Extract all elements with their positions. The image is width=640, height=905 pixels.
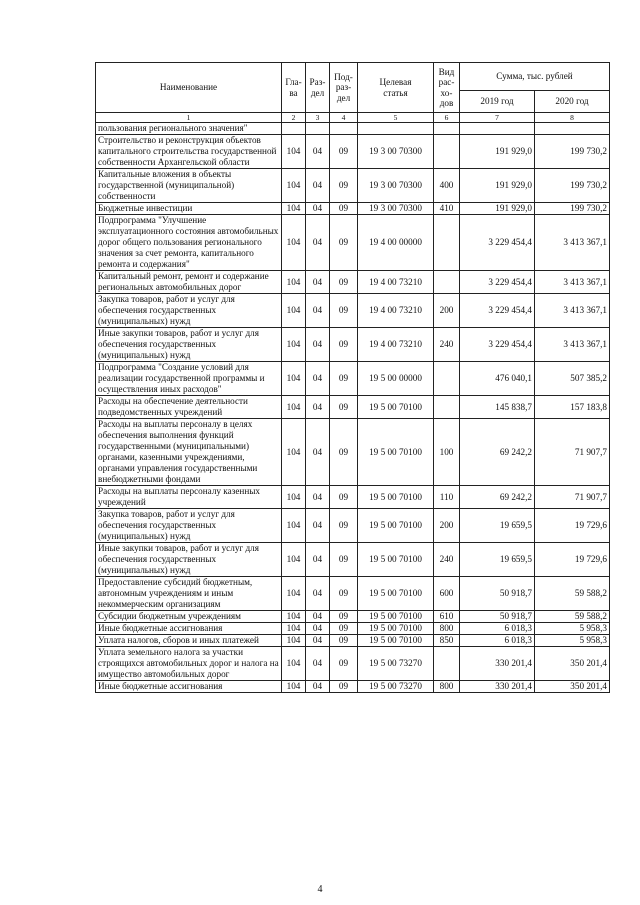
row-sum-2019: 19 659,5 (460, 543, 535, 577)
row-target-article: 19 5 00 73270 (358, 647, 434, 681)
row-sum-2020: 350 201,4 (535, 681, 610, 693)
row-sum-2019: 50 918,7 (460, 577, 535, 611)
table-row (96, 611, 610, 623)
row-razdel: 04 (306, 509, 330, 543)
row-razdel: 04 (306, 681, 330, 693)
column-number-row (96, 113, 610, 123)
row-glava: 104 (282, 396, 306, 419)
column-number: 3 (306, 113, 330, 123)
row-razdel: 04 (306, 271, 330, 294)
row-podrazdel: 09 (330, 543, 358, 577)
table-row (96, 543, 610, 577)
row-razdel: 04 (306, 396, 330, 419)
row-razdel: 04 (306, 635, 330, 647)
row-glava: 104 (282, 135, 306, 169)
table-row (96, 396, 610, 419)
column-number: 6 (434, 113, 460, 123)
table-row (96, 623, 610, 635)
header-vid: Вид рас- хо- дов (434, 63, 460, 113)
row-glava: 104 (282, 419, 306, 486)
row-name: Строительство и реконструкция объектов капитального строительства государственной собственности Архангельской области (96, 135, 282, 169)
row-glava: 104 (282, 635, 306, 647)
row-podrazdel: 09 (330, 635, 358, 647)
row-glava: 104 (282, 577, 306, 611)
table-row (96, 215, 610, 271)
row-name: Подпрограмма "Улучшение эксплуатационного состояния автомобильных дорог общего пользования регионального значения за счет ремонта, капитального ремонта и содержания" (96, 215, 282, 271)
row-name: Закупка товаров, работ и услуг для обеспечения государственных (муниципальных) нужд (96, 294, 282, 328)
row-sum-2020: 19 729,6 (535, 509, 610, 543)
row-sum-2019: 6 018,3 (460, 635, 535, 647)
row-sum-2019: 3 229 454,4 (460, 215, 535, 271)
row-razdel: 04 (306, 362, 330, 396)
column-number: 2 (282, 113, 306, 123)
row-razdel: 04 (306, 328, 330, 362)
row-sum-2020: 199 730,2 (535, 135, 610, 169)
row-name: Бюджетные инвестиции (96, 203, 282, 215)
header-name: Наименование (96, 63, 282, 113)
row-expense-type (434, 396, 460, 419)
row-target-article: 19 5 00 70100 (358, 509, 434, 543)
row-target-article: 19 5 00 70100 (358, 543, 434, 577)
table-body (96, 123, 610, 693)
row-target-article: 19 5 00 70100 (358, 623, 434, 635)
table-row (96, 577, 610, 611)
row-expense-type: 240 (434, 328, 460, 362)
row-sum-2020: 71 907,7 (535, 486, 610, 509)
row-sum-2019: 191 929,0 (460, 203, 535, 215)
table-row (96, 203, 610, 215)
row-razdel: 04 (306, 577, 330, 611)
budget-table-page (95, 62, 609, 693)
row-sum-2020 (535, 123, 610, 135)
header-glava: Гла- ва (282, 63, 306, 113)
header-article: Целевая статья (358, 63, 434, 113)
row-target-article: 19 4 00 00000 (358, 215, 434, 271)
row-expense-type: 240 (434, 543, 460, 577)
row-razdel: 04 (306, 623, 330, 635)
row-sum-2020: 199 730,2 (535, 203, 610, 215)
header-year-2020: 2020 год (535, 91, 610, 113)
row-name: Расходы на выплаты персоналу казенных учреждений (96, 486, 282, 509)
row-glava: 104 (282, 294, 306, 328)
row-glava: 104 (282, 328, 306, 362)
row-target-article: 19 5 00 00000 (358, 362, 434, 396)
row-podrazdel: 09 (330, 362, 358, 396)
table-row (96, 647, 610, 681)
table-row (96, 123, 610, 135)
row-expense-type: 850 (434, 635, 460, 647)
row-glava: 104 (282, 509, 306, 543)
row-sum-2019: 3 229 454,4 (460, 271, 535, 294)
row-sum-2020: 59 588,2 (535, 577, 610, 611)
row-name: Капитальный ремонт, ремонт и содержание региональных автомобильных дорог (96, 271, 282, 294)
row-podrazdel: 09 (330, 647, 358, 681)
row-expense-type (434, 271, 460, 294)
row-expense-type (434, 135, 460, 169)
row-expense-type: 800 (434, 623, 460, 635)
row-target-article: 19 5 00 70100 (358, 419, 434, 486)
row-name: Уплата налогов, сборов и иных платежей (96, 635, 282, 647)
row-podrazdel: 09 (330, 486, 358, 509)
row-name: Уплата земельного налога за участки строящихся автомобильных дорог и налога на имущество автомобильных дорог (96, 647, 282, 681)
row-razdel: 04 (306, 135, 330, 169)
row-sum-2019 (460, 123, 535, 135)
row-sum-2020: 507 385,2 (535, 362, 610, 396)
row-name: Иные бюджетные ассигнования (96, 681, 282, 693)
row-podrazdel (330, 123, 358, 135)
row-razdel: 04 (306, 203, 330, 215)
row-target-article: 19 5 00 70100 (358, 486, 434, 509)
row-target-article: 19 3 00 70300 (358, 135, 434, 169)
table-row (96, 271, 610, 294)
row-glava: 104 (282, 215, 306, 271)
row-razdel (306, 123, 330, 135)
row-sum-2019: 476 040,1 (460, 362, 535, 396)
row-razdel: 04 (306, 647, 330, 681)
row-podrazdel: 09 (330, 509, 358, 543)
row-podrazdel: 09 (330, 623, 358, 635)
row-target-article: 19 4 00 73210 (358, 294, 434, 328)
row-expense-type (434, 647, 460, 681)
row-target-article: 19 4 00 73210 (358, 271, 434, 294)
row-razdel: 04 (306, 611, 330, 623)
row-podrazdel: 09 (330, 135, 358, 169)
table-row (96, 135, 610, 169)
header-year-2019: 2019 год (460, 91, 535, 113)
row-glava: 104 (282, 611, 306, 623)
row-razdel: 04 (306, 294, 330, 328)
header-sum: Сумма, тыс. рублей (460, 63, 610, 91)
row-expense-type: 400 (434, 169, 460, 203)
table-row (96, 362, 610, 396)
row-sum-2019: 69 242,2 (460, 486, 535, 509)
row-sum-2020: 3 413 367,1 (535, 271, 610, 294)
row-glava: 104 (282, 169, 306, 203)
row-sum-2019: 191 929,0 (460, 135, 535, 169)
row-sum-2019: 330 201,4 (460, 681, 535, 693)
row-sum-2020: 71 907,7 (535, 419, 610, 486)
row-podrazdel: 09 (330, 611, 358, 623)
column-number: 4 (330, 113, 358, 123)
row-name: Иные бюджетные ассигнования (96, 623, 282, 635)
row-podrazdel: 09 (330, 271, 358, 294)
header-podrazdel: Под- раз- дел (330, 63, 358, 113)
row-name: Капитальные вложения в объекты государственной (муниципальной) собственности (96, 169, 282, 203)
row-glava: 104 (282, 623, 306, 635)
row-sum-2020: 3 413 367,1 (535, 294, 610, 328)
row-sum-2019: 50 918,7 (460, 611, 535, 623)
row-target-article: 19 5 00 70100 (358, 577, 434, 611)
row-podrazdel: 09 (330, 681, 358, 693)
row-name: Расходы на выплаты персоналу в целях обеспечения выполнения функций государственными (муниципальными) органами, казенными учреждениями, органами управления государственными внебюджетными фондами (96, 419, 282, 486)
row-sum-2019: 3 229 454,4 (460, 328, 535, 362)
row-name: Иные закупки товаров, работ и услуг для обеспечения государственных (муниципальных) нужд (96, 328, 282, 362)
table-row (96, 328, 610, 362)
row-target-article: 19 3 00 70300 (358, 169, 434, 203)
row-podrazdel: 09 (330, 215, 358, 271)
row-glava: 104 (282, 271, 306, 294)
row-glava: 104 (282, 203, 306, 215)
table-row (96, 635, 610, 647)
table-row (96, 419, 610, 486)
row-expense-type (434, 215, 460, 271)
row-podrazdel: 09 (330, 169, 358, 203)
row-target-article: 19 3 00 70300 (358, 203, 434, 215)
row-razdel: 04 (306, 486, 330, 509)
row-glava: 104 (282, 681, 306, 693)
row-podrazdel: 09 (330, 294, 358, 328)
row-sum-2020: 5 958,3 (535, 635, 610, 647)
row-name: Иные закупки товаров, работ и услуг для обеспечения государственных (муниципальных) нужд (96, 543, 282, 577)
row-sum-2020: 350 201,4 (535, 647, 610, 681)
row-name: Подпрограмма "Создание условий для реализации государственной программы и осуществления иных расходов" (96, 362, 282, 396)
row-sum-2019: 69 242,2 (460, 419, 535, 486)
header-razdel: Раз- дел (306, 63, 330, 113)
row-podrazdel: 09 (330, 328, 358, 362)
row-sum-2020: 3 413 367,1 (535, 328, 610, 362)
row-target-article (358, 123, 434, 135)
row-razdel: 04 (306, 215, 330, 271)
row-target-article: 19 5 00 70100 (358, 611, 434, 623)
row-podrazdel: 09 (330, 203, 358, 215)
table-row (96, 294, 610, 328)
row-glava: 104 (282, 647, 306, 681)
row-sum-2019: 191 929,0 (460, 169, 535, 203)
row-podrazdel: 09 (330, 396, 358, 419)
row-podrazdel: 09 (330, 419, 358, 486)
row-target-article: 19 5 00 70100 (358, 396, 434, 419)
row-expense-type: 610 (434, 611, 460, 623)
table-row (96, 486, 610, 509)
row-glava: 104 (282, 362, 306, 396)
row-sum-2019: 6 018,3 (460, 623, 535, 635)
row-sum-2019: 330 201,4 (460, 647, 535, 681)
budget-table (95, 62, 610, 693)
row-glava: 104 (282, 486, 306, 509)
row-podrazdel: 09 (330, 577, 358, 611)
row-expense-type: 200 (434, 509, 460, 543)
row-expense-type: 110 (434, 486, 460, 509)
row-glava: 104 (282, 543, 306, 577)
column-number: 7 (460, 113, 535, 123)
table-row (96, 509, 610, 543)
row-expense-type: 800 (434, 681, 460, 693)
row-name: Предоставление субсидий бюджетным, автономным учреждениям и иным некоммерческим организациям (96, 577, 282, 611)
row-razdel: 04 (306, 419, 330, 486)
row-sum-2019: 19 659,5 (460, 509, 535, 543)
row-name: пользования регионального значения" (96, 123, 282, 135)
row-sum-2020: 157 183,8 (535, 396, 610, 419)
row-razdel: 04 (306, 543, 330, 577)
row-sum-2020: 199 730,2 (535, 169, 610, 203)
row-target-article: 19 5 00 70100 (358, 635, 434, 647)
row-expense-type: 200 (434, 294, 460, 328)
row-glava (282, 123, 306, 135)
row-sum-2020: 19 729,6 (535, 543, 610, 577)
column-number: 5 (358, 113, 434, 123)
table-row (96, 169, 610, 203)
row-sum-2020: 59 588,2 (535, 611, 610, 623)
row-expense-type: 600 (434, 577, 460, 611)
row-target-article: 19 5 00 73270 (358, 681, 434, 693)
row-expense-type (434, 123, 460, 135)
row-name: Закупка товаров, работ и услуг для обеспечения государственных (муниципальных) нужд (96, 509, 282, 543)
row-sum-2019: 145 838,7 (460, 396, 535, 419)
row-name: Расходы на обеспечение деятельности подведомственных учреждений (96, 396, 282, 419)
row-sum-2020: 3 413 367,1 (535, 215, 610, 271)
row-target-article: 19 4 00 73210 (358, 328, 434, 362)
column-number: 8 (535, 113, 610, 123)
row-sum-2020: 5 958,3 (535, 623, 610, 635)
row-name: Субсидии бюджетным учреждениям (96, 611, 282, 623)
row-expense-type (434, 362, 460, 396)
row-sum-2019: 3 229 454,4 (460, 294, 535, 328)
row-expense-type: 410 (434, 203, 460, 215)
row-razdel: 04 (306, 169, 330, 203)
table-row (96, 681, 610, 693)
row-expense-type: 100 (434, 419, 460, 486)
column-number: 1 (96, 113, 282, 123)
page-number: 4 (317, 884, 323, 895)
